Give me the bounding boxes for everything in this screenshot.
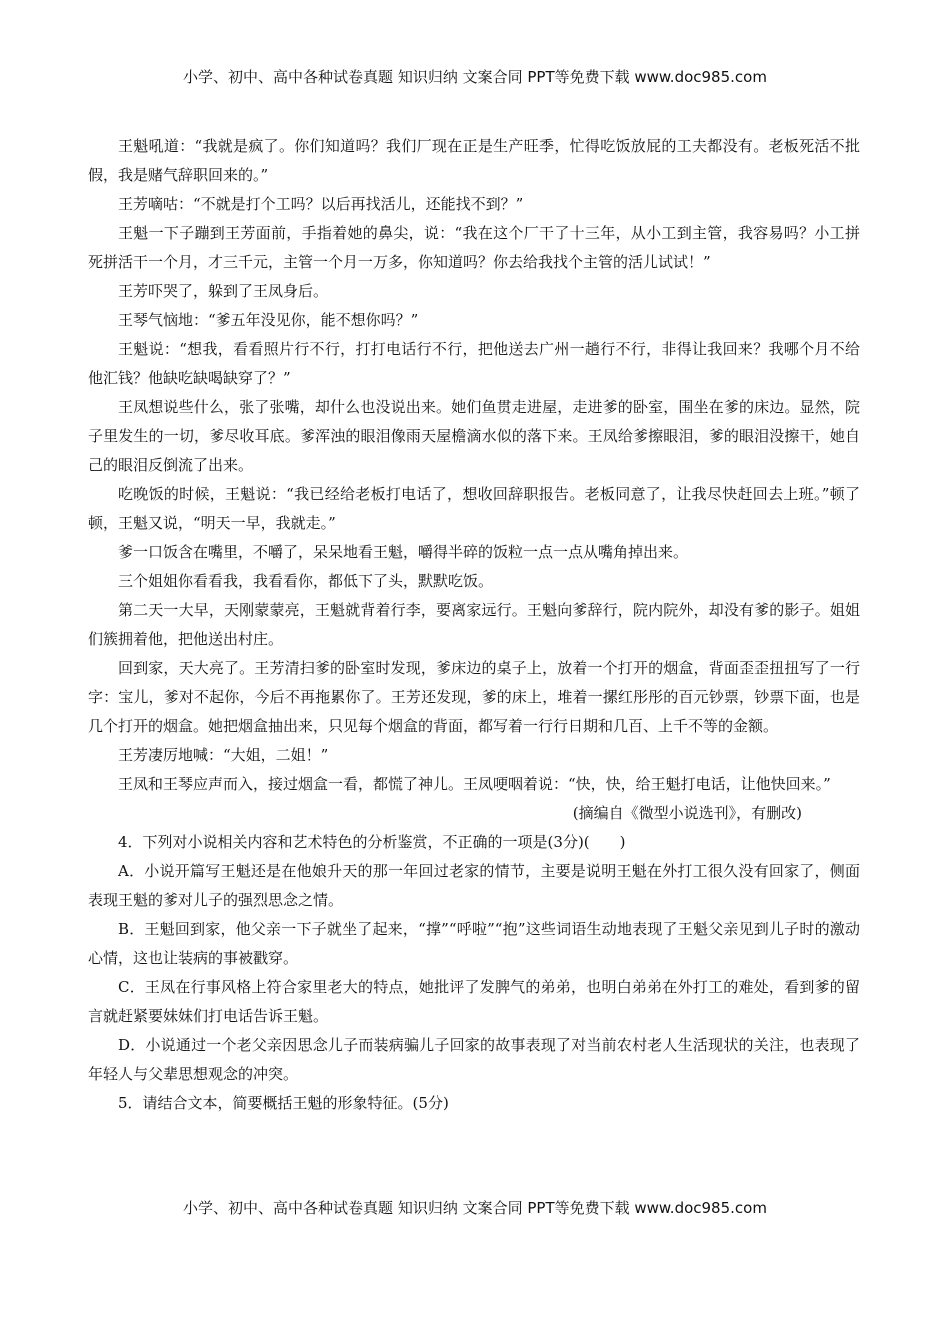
paragraph: 第二天一大早，天刚蒙蒙亮，王魁就背着行李，要离家远行。王魁向爹辞行，院内院外，却没有爹的影子。姐姐们簇拥着他，把他送出村庄。 [88, 601, 860, 648]
paragraph: 王凤和王琴应声而入，接过烟盒一看，都慌了神儿。王凤哽咽着说：“快，快，给王魁打电话，让他快回来。” [118, 775, 831, 793]
paragraph: 王魁说：“想我，看看照片行不行，打打电话行不行，把他送去广州一趟行不行，非得让我回来？我哪个月不给他汇钱？他缺吃缺喝缺穿了？” [88, 340, 860, 387]
question-4: 4．下列对小说相关内容和艺术特色的分析鉴赏，不正确的一项是(3分)( ) [118, 833, 626, 851]
document-body [88, 132, 860, 1118]
header-banner: 小学、初中、高中各种试卷真题 知识归纳 文案合同 PPT等免费下载 www.doc985.com [183, 68, 767, 86]
option-b: B．王魁回到家，他父亲一下子就坐了起来，“撑”“呼啦”“抱”这些词语生动地表现了王魁父亲见到儿子时的激动心情，这也让装病的事被戳穿。 [88, 920, 860, 967]
paragraph: 王魁一下子蹦到王芳面前，手指着她的鼻尖，说：“我在这个厂干了十三年，从小工到主管，我容易吗？小工拼死拼活干一个月，才三千元，主管一个月一万多，你知道吗？你去给我找个主管的活儿试试！” [88, 224, 860, 271]
paragraph: 王芳凄厉地喊：“大姐，二姐！” [118, 746, 329, 764]
paragraph: 王芳吓哭了，躲到了王凤身后。 [118, 282, 329, 300]
source-citation: (摘编自《微型小说选刊》，有删改) [572, 804, 802, 822]
option-c: C．王凤在行事风格上符合家里老大的特点，她批评了发脾气的弟弟，也明白弟弟在外打工的难处，看到爹的留言就赶紧要妹妹们打电话告诉王魁。 [88, 978, 860, 1025]
paragraph: 王魁吼道：“我就是疯了。你们知道吗？我们厂现在正是生产旺季，忙得吃饭放屁的工夫都没有。老板死活不批假，我是赌气辞职回来的。” [88, 137, 860, 184]
paragraph: 回到家，天大亮了。王芳清扫爹的卧室时发现，爹床边的桌子上，放着一个打开的烟盒，背面歪歪扭扭写了一行字：宝儿，爹对不起你，今后不再拖累你了。王芳还发现，爹的床上，堆着一摞红彤彤的百元钞票，钞票下面，也是几个打开的烟盒。她把烟盒抽出来，只见每个烟盒的背面，都写着一行行日期和几百、上千不等的金额。 [88, 659, 860, 735]
footer-banner: 小学、初中、高中各种试卷真题 知识归纳 文案合同 PPT等免费下载 www.doc985.com [183, 1199, 767, 1217]
question-5: 5．请结合文本，简要概括王魁的形象特征。(5分) [118, 1094, 449, 1112]
paragraph: 王凤想说些什么，张了张嘴，却什么也没说出来。她们鱼贯走进屋，走进爹的卧室，围坐在爹的床边。显然，院子里发生的一切，爹尽收耳底。爹浑浊的眼泪像雨天屋檐滴水似的落下来。王凤给爹擦眼泪，爹的眼泪没擦干，她自己的眼泪反倒流了出来。 [88, 398, 860, 474]
paragraph: 王芳嘀咕：“不就是打个工吗？以后再找活儿，还能找不到？” [118, 195, 524, 213]
option-a: A．小说开篇写王魁还是在他娘升天的那一年回过老家的情节，主要是说明王魁在外打工很久没有回家了，侧面表现王魁的爹对儿子的强烈思念之情。 [88, 862, 860, 909]
paragraph: 王琴气恼地：“爹五年没见你，能不想你吗？” [118, 311, 419, 329]
paragraph: 三个姐姐你看看我，我看看你，都低下了头，默默吃饭。 [118, 572, 494, 590]
option-d: D．小说通过一个老父亲因思念儿子而装病骗儿子回家的故事表现了对当前农村老人生活现状的关注，也表现了年轻人与父辈思想观念的冲突。 [88, 1036, 860, 1083]
paragraph: 爹一口饭含在嘴里，不嚼了，呆呆地看王魁，嚼得半碎的饭粒一点一点从嘴角掉出来。 [118, 543, 689, 561]
paragraph: 吃晚饭的时候，王魁说：“我已经给老板打电话了，想收回辞职报告。老板同意了，让我尽快赶回去上班。”顿了顿，王魁又说，“明天一早，我就走。” [88, 485, 860, 532]
